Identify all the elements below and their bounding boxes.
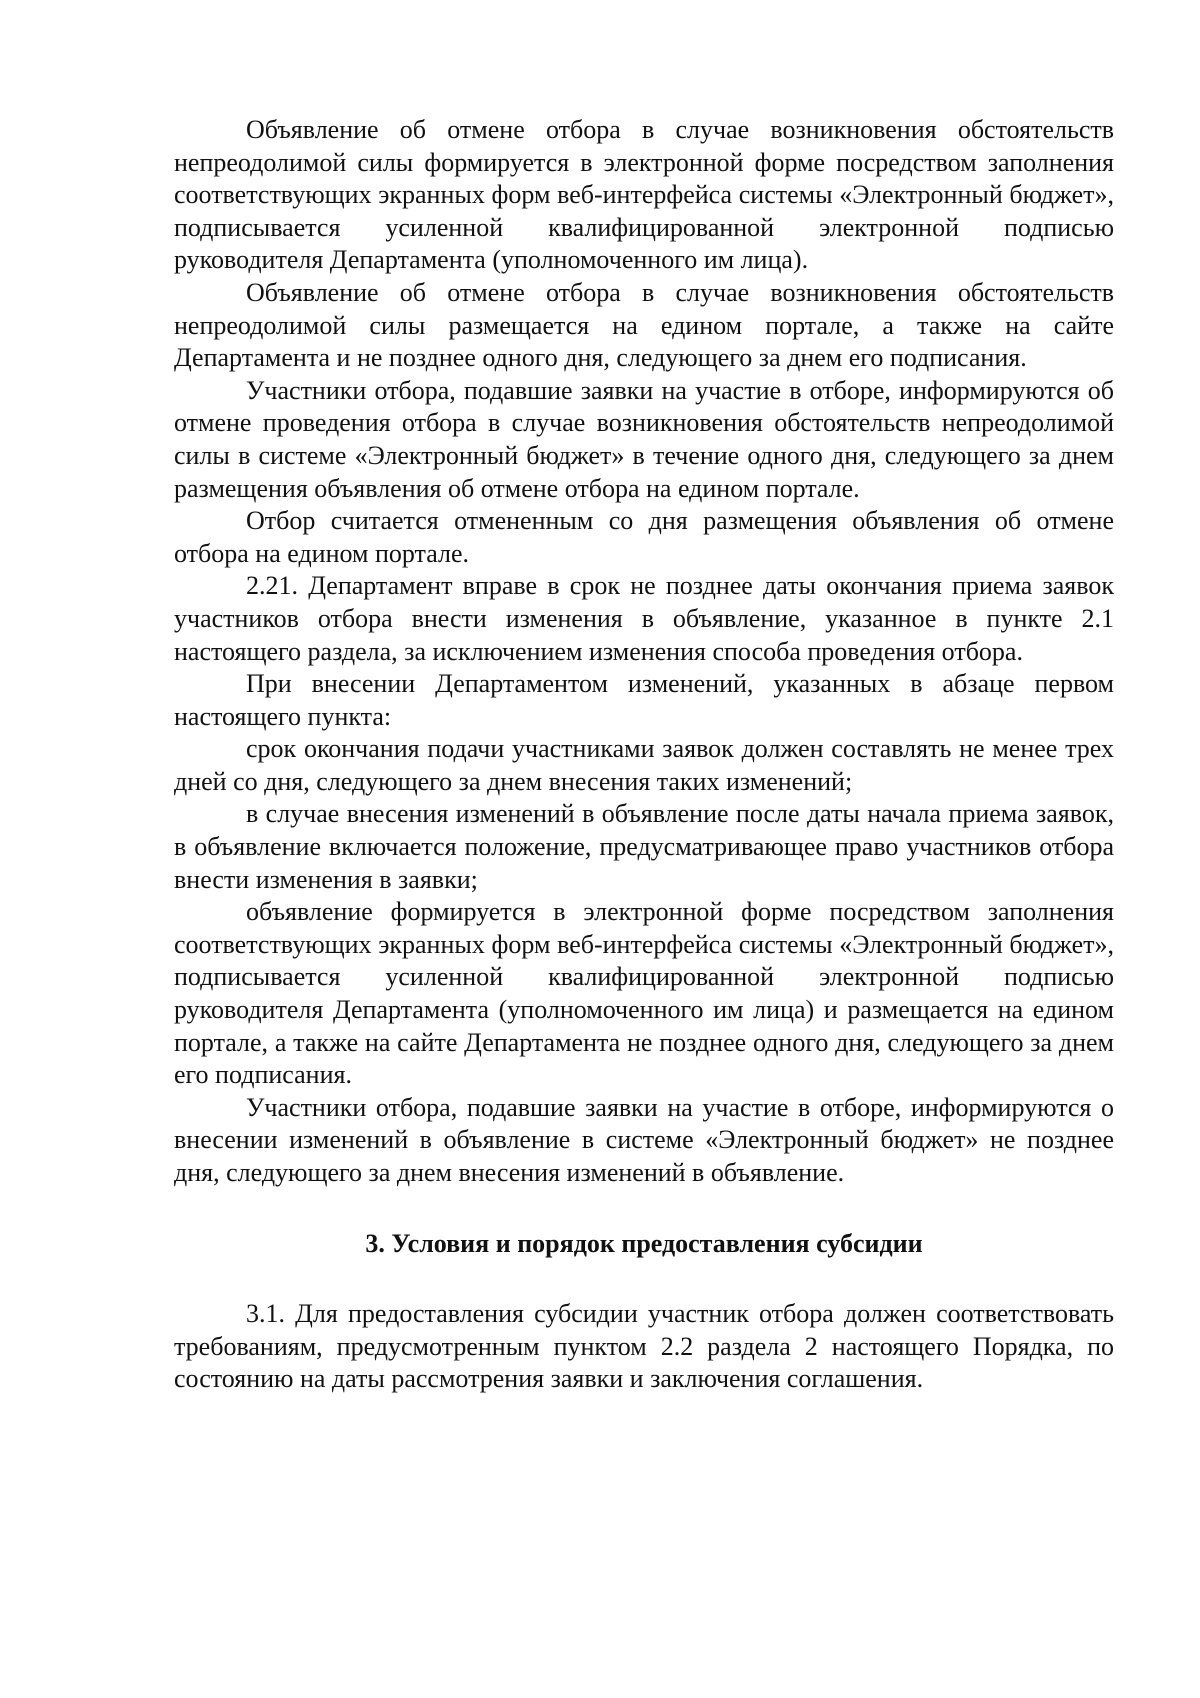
paragraph-announcement-placement: Объявление об отмене отбора в случае возникновения обстоятельств непреодолимой силы размещается на едином портале, а также на сайте Департамента и не позднее одного дня, следующего за днем его подписания. xyxy=(174,277,1114,373)
paragraph-participants-informed-cancel: Участники отбора, подавшие заявки на участие в отборе, информируются об отмене проведения отбора в случае возникновения обстоятельств непреодолимой силы в системе «Электронный бюджет» в течение одного дня, следующего за днем размещения объявления об отмене отбора на едином портале. xyxy=(174,375,1114,503)
paragraph-2-21: 2.21. Департамент вправе в срок не позднее даты окончания приема заявок участников отбора внести изменения в объявление, указанное в пункте 2.1 настоящего раздела, за исключением изменения способа проведения отбора. xyxy=(174,571,1114,666)
paragraph-changes-after-start: в случае внесения изменений в объявление после даты начала приема заявок, в объявление включается положение, предусматривающее право участников отбора внести изменения в заявки; xyxy=(174,799,1114,894)
paragraph-selection-cancelled: Отбор считается отмененным со дня размещения объявления об отмене отбора на едином портале. xyxy=(174,506,1114,568)
paragraph-deadline-term: срок окончания подачи участниками заявок должен составлять не менее трех дней со дня, следующего за днем внесения таких изменений; xyxy=(174,734,1114,796)
section-heading: 3. Условия и порядок предоставления субсидии xyxy=(365,1228,923,1258)
document-body xyxy=(174,114,1114,1396)
paragraph-announcement-form: Объявление об отмене отбора в случае возникновения обстоятельств непреодолимой силы формируется в электронной форме посредством заполнения соответствующих экранных форм веб-интерфейса системы «Электронный бюджет», подписывается усиленной квалифицированной электронной подписью руководителя Департамента (уполномоченного им лица). xyxy=(174,115,1114,275)
paragraph-3-1: 3.1. Для предоставления субсидии участник отбора должен соответствовать требованиям, предусмотренным пунктом 2.2 раздела 2 настоящего Порядка, по состоянию на даты рассмотрения заявки и заключения соглашения. xyxy=(174,1299,1114,1394)
paragraph-participants-informed-changes: Участники отбора, подавшие заявки на участие в отборе, информируются о внесении изменений в объявление в системе «Электронный бюджет» не позднее дня, следующего за днем внесения изменений в объявление. xyxy=(174,1092,1114,1187)
paragraph-announcement-signed: объявление формируется в электронной форме посредством заполнения соответствующих экранных форм веб-интерфейса системы «Электронный бюджет», подписывается усиленной квалифицированной электронной подписью руководителя Департамента (уполномоченного им лица) и размещается на едином портале, а также на сайте Департамента не позднее одного дня, следующего за днем его подписания. xyxy=(174,897,1114,1090)
paragraph-changes-intro: При внесении Департаментом изменений, указанных в абзаце первом настоящего пункта: xyxy=(174,669,1114,731)
